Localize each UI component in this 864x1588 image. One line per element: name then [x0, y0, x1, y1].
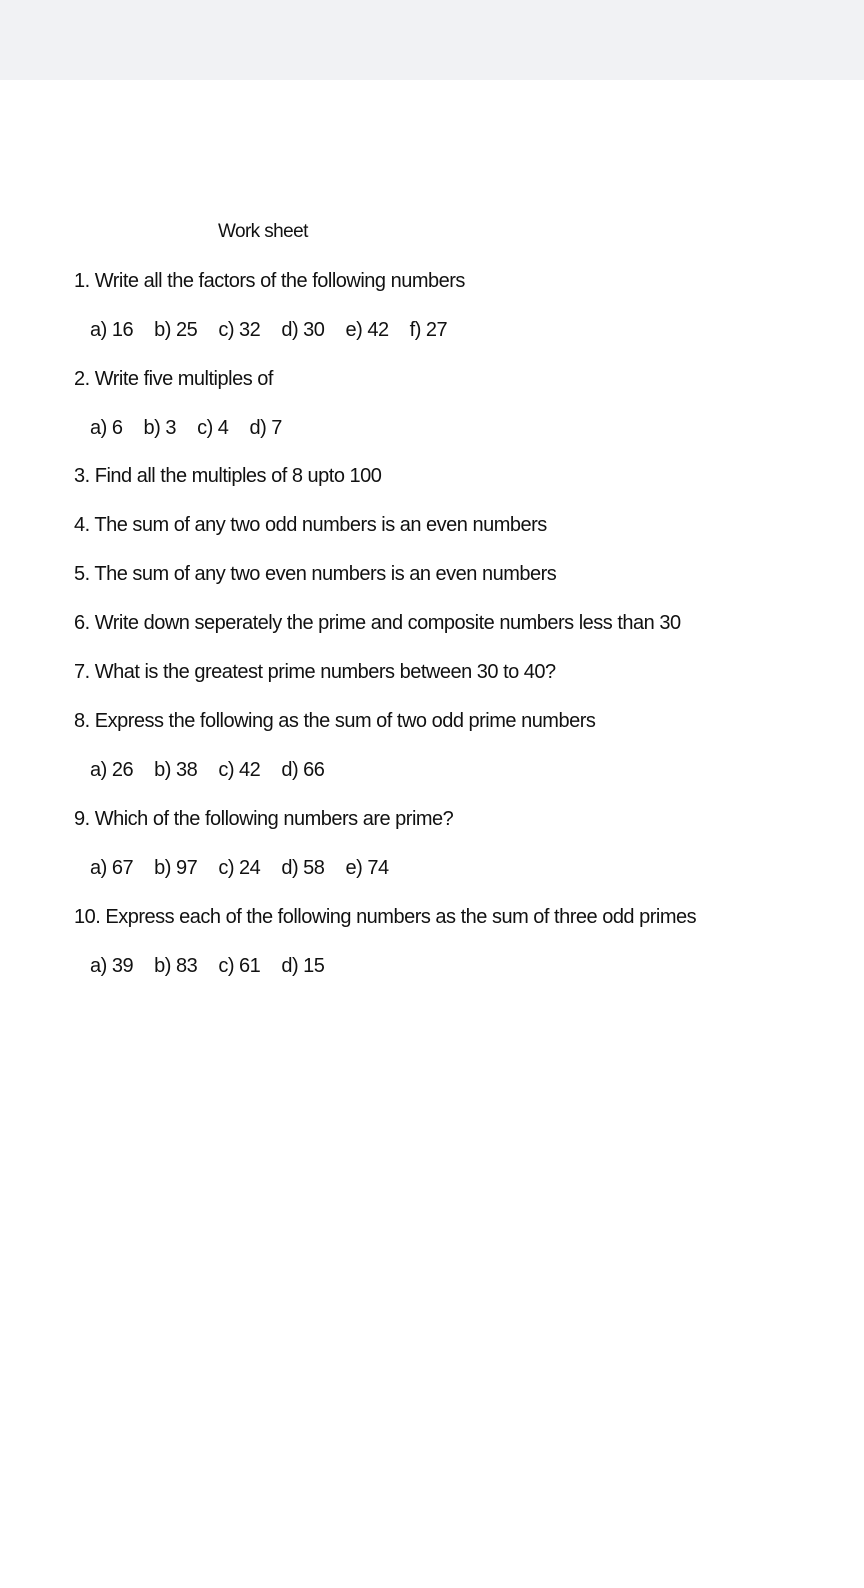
option: e) 42	[345, 319, 389, 341]
option: f) 27	[409, 319, 448, 341]
option: b) 97	[154, 857, 198, 879]
question-1: 1. Write all the factors of the following numbers	[74, 270, 465, 292]
question-10: 10. Express each of the following numbers as the sum of three odd primes	[74, 906, 697, 928]
top-bar	[0, 0, 864, 80]
option: e) 74	[345, 857, 389, 879]
question-8-options	[90, 758, 340, 782]
option: b) 25	[154, 319, 198, 341]
option: a) 16	[90, 319, 134, 341]
option: a) 39	[90, 955, 134, 977]
option: a) 6	[90, 417, 123, 439]
question-2: 2. Write five multiples of	[74, 368, 273, 390]
option: d) 7	[249, 417, 282, 439]
option: d) 58	[281, 857, 325, 879]
option: c) 61	[218, 955, 261, 977]
option: c) 4	[197, 417, 229, 439]
option: b) 3	[143, 417, 176, 439]
question-3: 3. Find all the multiples of 8 upto 100	[74, 465, 382, 487]
question-10-options	[90, 954, 340, 978]
question-7: 7. What is the greatest prime numbers between 30 to 40?	[74, 661, 556, 683]
question-8: 8. Express the following as the sum of two odd prime numbers	[74, 710, 596, 732]
option: b) 83	[154, 955, 198, 977]
document-page	[0, 80, 864, 1588]
option: a) 26	[90, 759, 134, 781]
question-2-options	[90, 416, 298, 440]
option: d) 66	[281, 759, 325, 781]
option: a) 67	[90, 857, 134, 879]
question-4: 4. The sum of any two odd numbers is an even numbers	[74, 514, 547, 536]
option: c) 24	[218, 857, 261, 879]
question-9: 9. Which of the following numbers are prime?	[74, 808, 454, 830]
question-9-options	[90, 856, 405, 880]
option: c) 32	[218, 319, 261, 341]
question-5: 5. The sum of any two even numbers is an even numbers	[74, 563, 557, 585]
question-1-options	[90, 318, 463, 342]
option: c) 42	[218, 759, 261, 781]
option: d) 30	[281, 319, 325, 341]
option: b) 38	[154, 759, 198, 781]
question-6: 6. Write down seperately the prime and composite numbers less than 30	[74, 612, 681, 634]
worksheet-title: Work sheet	[218, 221, 308, 242]
option: d) 15	[281, 955, 325, 977]
